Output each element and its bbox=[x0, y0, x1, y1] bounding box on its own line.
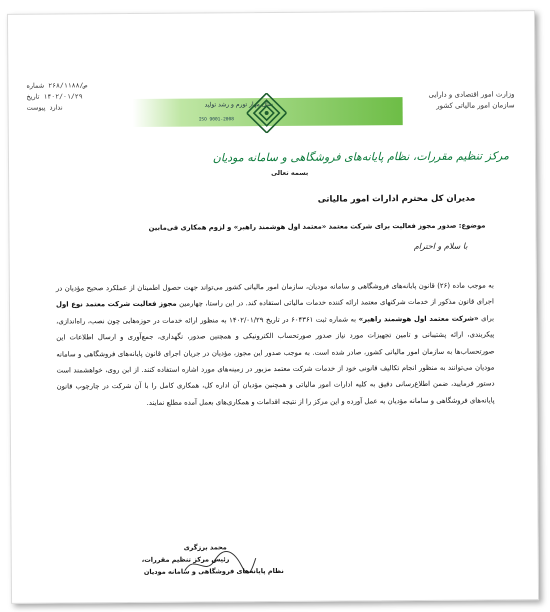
signatory-name: محمد برزگری bbox=[183, 543, 227, 552]
signatory-title: رئیس مرکز تنظیم مقررات، bbox=[141, 555, 230, 564]
letter-page bbox=[7, 10, 539, 604]
body-part-2: برای bbox=[478, 314, 495, 323]
ministry-line-2: سازمان امور مالیاتی کشور bbox=[436, 101, 515, 110]
ministry-line-1: وزارت امور اقتصادی و دارایی bbox=[428, 90, 515, 99]
iso-label: ISO 9001-2008 bbox=[198, 117, 234, 123]
center-title: مرکز تنظیم مقررات، نظام پایانه‌های فروشگاهی و سامانه مودیان bbox=[212, 149, 509, 165]
greeting: با سلام و احترام bbox=[413, 241, 468, 252]
subject-line: موضوع: صدور مجوز فعالیت برای شرکت معتمد «معتمد اول هوشمند راهبر» و لزوم همکاری فی‌مابین bbox=[148, 221, 486, 232]
body-bold-2: «شرکت معتمد اول هوشمند راهبر» bbox=[358, 314, 479, 324]
number-label: شماره bbox=[26, 81, 45, 90]
letterhead bbox=[8, 11, 535, 145]
basmala: بسمه تعالی bbox=[271, 168, 309, 178]
attachment-label: پیوست bbox=[26, 103, 46, 112]
letter-body bbox=[56, 277, 495, 411]
body-bold-1: مجوز فعالیت شرکت معتمد نوع اول bbox=[55, 300, 177, 309]
tax-organization-emblem-icon bbox=[247, 93, 287, 133]
number-value: ۲۶۸/۱۱۸۸/ص bbox=[48, 81, 88, 90]
body-part-3: به شماره ثبت ۶۰۴۳۶۱ در تاریخ ۱۴۰۲/۰۱/۲۹ به منظور ارائه خدمات در حوزه‌هایی چون نصب، راه‌اندازی، پیکربندی، ارائه پشتیبانی و تامین تجهیزات مورد نیاز صدور صورتحساب الکترونیکی و همچنین صدور، نگهداری، جمع‌آوری و ارسال اطلاعات این صورتحساب‌ها به سازمان امور مالیاتی کشور، صادر شده است. به موجب صدور این مجوز، مؤدیان در جریان اجرای قانون پایانه‌های فروشگاهی و سامانه مودیان می‌توانند به منظور انجام تکالیف قانونی خود از خدمات شرکت معتمد مزبور در زمینه‌های مورد اشاره استفاده کنند. از این روی، خواهشمند است دستور فرمایید، ضمن اطلاع‌رسانی دقیق به کلیه ادارات امور مالیاتی و همچنین مؤدیان آن اداره کل، همکاری کامل را با آن شرکت در چارچوب قانون پایانه‌های فروشگاهی و سامانه مؤدیان به عمل آورده و این مرکز را از نتیجه اقدامات و همکاری‌های بعمل آمده مطلع نمایند. bbox=[56, 315, 495, 407]
ministry-name bbox=[354, 89, 514, 112]
date-label: تاریخ bbox=[26, 92, 40, 101]
signatory-title-2: نظام پایانه‌های فروشگاهی و سامانه مودیان bbox=[143, 566, 284, 576]
addressee: مدیران کل محترم ادارات امور مالیاتی bbox=[317, 193, 476, 205]
letter-meta bbox=[26, 80, 116, 114]
year-slogan: سال مهار تورم و رشد تولید bbox=[204, 100, 273, 109]
date-value: ۱۴۰۲/۰۱/۲۹ bbox=[43, 92, 83, 101]
attachment-value: ندارد bbox=[49, 103, 63, 112]
body-part-1: به موجب ماده (۲۶) قانون پایانه‌های فروشگاهی و سامانه مودیان، سازمان امور مالیاتی کشور می‌تواند جهت حصول اطمینان از عملکرد صحیح مؤدیان در اجرای قانون مذکور از خدمات شرکتهای معتمد ارائه کننده خدمات مالیاتی استفاده کند. در این راستا، چهارمین bbox=[55, 281, 494, 309]
